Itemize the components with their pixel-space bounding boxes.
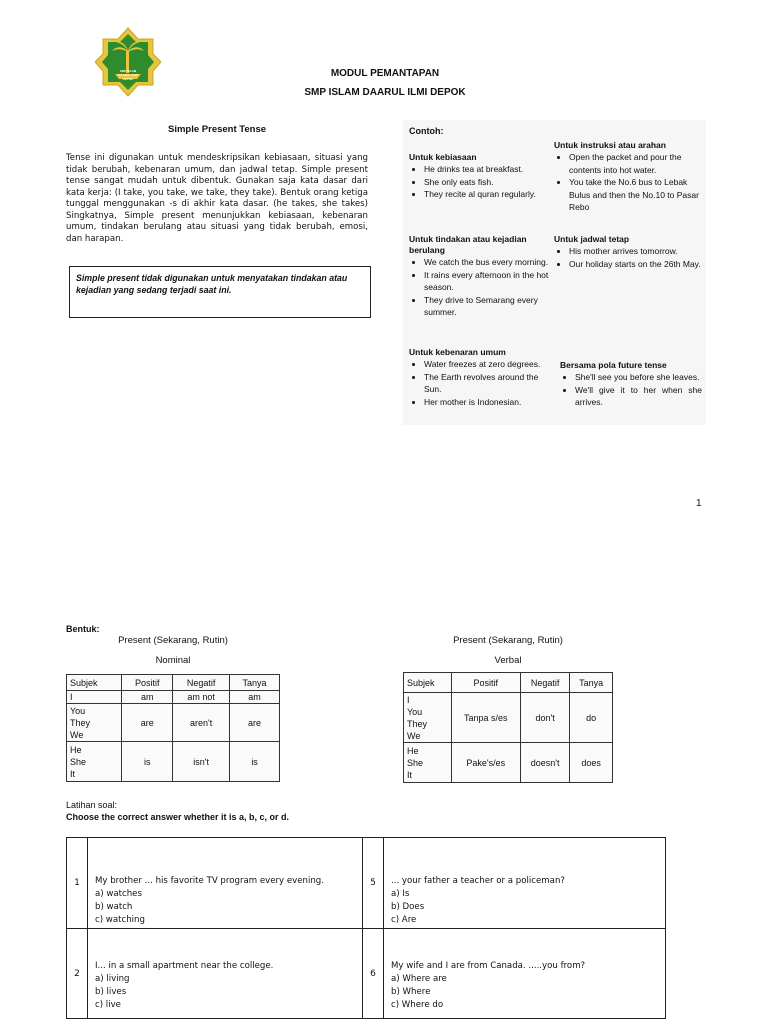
question-cell [88, 929, 363, 1019]
example-item: • She only eats fish. [424, 176, 549, 189]
example-group-habit [409, 152, 549, 201]
nominal-caption: Present (Sekarang, Rutin) [118, 635, 228, 646]
example-item: • They recite al quran regularly. [424, 188, 549, 201]
example-item: • We catch the bus every morning. [424, 256, 549, 269]
answer-option[interactable]: c) live [95, 1000, 121, 1010]
example-item: • Our holiday starts on the 26th May. [569, 258, 702, 271]
answer-option[interactable]: b) lives [95, 987, 127, 997]
question-text: ... your father a teacher or a policeman? [391, 876, 565, 886]
answer-option[interactable]: a) Is [391, 889, 410, 899]
answer-option[interactable]: b) Where [391, 987, 431, 997]
table-cell: isn't [173, 742, 230, 782]
answer-option[interactable]: c) Are [391, 915, 417, 925]
table-cell: Tanpa s/es [451, 693, 521, 743]
table-cell: am [122, 691, 173, 704]
verbal-table [403, 672, 613, 783]
table-cell: am [230, 691, 280, 704]
example-item: • We'll give it to her when she arrives. [575, 384, 702, 409]
example-heading: Untuk instruksi atau arahan [554, 140, 666, 150]
table-cell: does [570, 743, 613, 783]
example-group-instruction [554, 140, 702, 214]
school-title: SMP ISLAM DAARUL ILMI DEPOK [304, 87, 466, 98]
example-item: • Water freezes at zero degrees. [424, 358, 549, 371]
table-cell: He She It [67, 742, 122, 782]
table-cell: You They We [67, 704, 122, 742]
question-text: My wife and I are from Canada. .....you from? [391, 961, 586, 971]
col-header: Tanya [230, 675, 280, 691]
school-logo [95, 27, 161, 97]
col-header: Negatif [173, 675, 230, 691]
question-text: My brother ... his favorite TV program every evening. [95, 876, 324, 886]
table-cell: doesn't [521, 743, 570, 783]
table-cell: Pake's/es [451, 743, 521, 783]
example-item: • The Earth revolves around the Sun. [424, 371, 549, 396]
table-cell: am not [173, 691, 230, 704]
intro-paragraph: Tense ini digunakan untuk mendeskripsikan kebiasaan, situasi yang tidak berubah, kebenaran umum, dan jadwal tetap. Simple present tense sangat mudah untuk dibentuk. Gunakan saja kata dasar dari kata kerja: (I take, you take, we take, they take). Bentuk orang ketiga tunggal menggunakan -s di akhir kata dasar. (he takes, she takes) Singkatnya, Simple present menunjukkan kebiasaan, kebenaran umum, tindakan berulang atau situasi yang tidak berubah, emosi, dan harapan. [66, 153, 368, 244]
example-heading: Untuk jadwal tetap [554, 234, 630, 244]
question-cell [384, 838, 666, 929]
example-item: • She'll see you before she leaves. [575, 371, 702, 384]
note-text: Simple present tidak digunakan untuk menyatakan tindakan atau kejadian yang sedang terjadi saat ini. [76, 273, 348, 295]
question-number: 1 [67, 838, 88, 929]
example-item: • Her mother is Indonesian. [424, 396, 549, 409]
logo-text: SMP ISLAM DAARUL ILMI DEPOK [118, 69, 138, 81]
example-item: • Open the packet and pour the contents into hot water. [569, 151, 702, 176]
example-heading: Untuk kebenaran umum [409, 347, 506, 357]
table-cell: is [230, 742, 280, 782]
table-cell: don't [521, 693, 570, 743]
question-text: I... in a small apartment near the college. [95, 961, 274, 971]
answer-option[interactable]: a) living [95, 974, 130, 984]
nominal-subcaption: Nominal [155, 655, 191, 666]
example-heading: Bersama pola future tense [560, 360, 667, 370]
section-title: Simple Present Tense [168, 124, 267, 135]
question-cell [88, 838, 363, 929]
quiz-table [66, 837, 666, 1019]
answer-option[interactable]: b) watch [95, 902, 133, 912]
example-item: • It rains every afternoon in the hot season. [424, 269, 549, 294]
answer-option[interactable]: b) Does [391, 902, 425, 912]
note-box [69, 266, 371, 318]
example-heading: Untuk kebiasaan [409, 152, 477, 162]
table-cell: I [67, 691, 122, 704]
examples-title: Contoh: [409, 126, 444, 136]
example-item: • His mother arrives tomorrow. [569, 245, 702, 258]
answer-option[interactable]: a) Where are [391, 974, 447, 984]
module-title: MODUL PEMANTAPAN [330, 68, 440, 79]
table-cell: do [570, 693, 613, 743]
examples-panel [403, 120, 706, 425]
nominal-table [66, 674, 280, 782]
exercise-label: Latihan soal: [66, 800, 118, 810]
page-number: 1 [696, 498, 702, 509]
bentuk-label: Bentuk: [66, 624, 100, 634]
answer-option[interactable]: c) watching [95, 915, 145, 925]
table-cell: is [122, 742, 173, 782]
question-number: 2 [67, 929, 88, 1019]
table-cell: are [122, 704, 173, 742]
col-header: Subjek [404, 673, 452, 693]
answer-option[interactable]: c) Where do [391, 1000, 444, 1010]
example-group-future [560, 360, 702, 409]
example-item: • You take the No.6 bus to Lebak Bulus and then the No.10 to Pasar Rebo [569, 176, 702, 214]
example-group-truth [409, 347, 549, 408]
answer-option[interactable]: a) watches [95, 889, 142, 899]
question-number: 6 [363, 929, 384, 1019]
col-header: Subjek [67, 675, 122, 691]
table-cell: are [230, 704, 280, 742]
example-heading: Untuk tindakan atau kejadian berulang [409, 234, 527, 255]
example-item: • He drinks tea at breakfast. [424, 163, 549, 176]
exercise-instruction: Choose the correct answer whether it is a, b, c, or d. [66, 812, 290, 822]
col-header: Positif [122, 675, 173, 691]
col-header: Tanya [570, 673, 613, 693]
table-cell: He She It [404, 743, 452, 783]
question-number: 5 [363, 838, 384, 929]
table-cell: I You They We [404, 693, 452, 743]
example-item: • They drive to Semarang every summer. [424, 294, 549, 319]
verbal-caption: Present (Sekarang, Rutin) [453, 635, 563, 646]
verbal-subcaption: Verbal [494, 655, 522, 666]
example-group-schedule [554, 234, 702, 270]
col-header: Positif [451, 673, 521, 693]
question-cell [384, 929, 666, 1019]
table-cell: aren't [173, 704, 230, 742]
col-header: Negatif [521, 673, 570, 693]
example-group-repeated [409, 234, 549, 319]
